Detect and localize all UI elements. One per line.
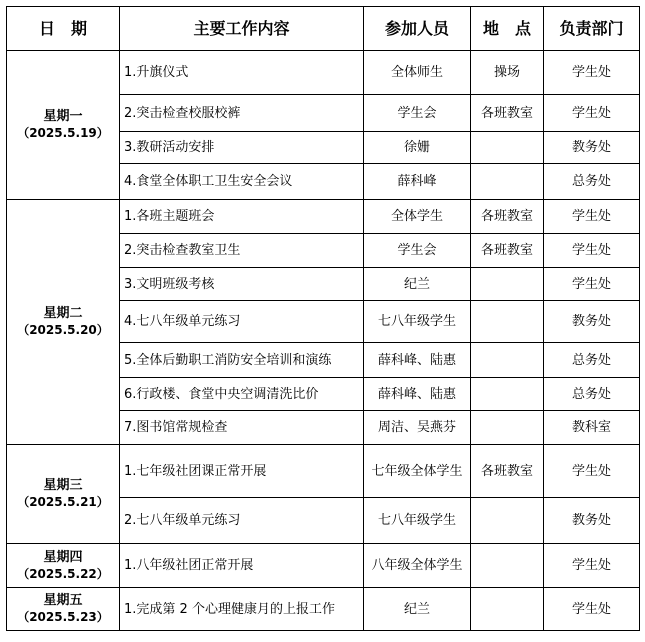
department-cell: 学生处	[544, 51, 640, 95]
location-cell	[471, 411, 544, 445]
task-cell: 1.完成第 2 个心理健康月的上报工作	[120, 588, 364, 631]
header-location: 地 点	[471, 7, 544, 51]
department-cell: 教务处	[544, 498, 640, 544]
day-date: （2025.5.22）	[17, 566, 109, 581]
participants-cell: 纪兰	[364, 588, 471, 631]
task-cell: 1.升旗仪式	[120, 51, 364, 95]
header-participants: 参加人员	[364, 7, 471, 51]
department-cell: 学生处	[544, 234, 640, 268]
department-cell: 总务处	[544, 343, 640, 378]
location-cell: 各班教室	[471, 234, 544, 268]
department-cell: 教务处	[544, 132, 640, 164]
participants-cell: 周洁、吴燕芬	[364, 411, 471, 445]
participants-cell: 全体师生	[364, 51, 471, 95]
task-cell: 6.行政楼、食堂中央空调清洗比价	[120, 378, 364, 411]
task-cell: 3.文明班级考核	[120, 268, 364, 301]
department-cell: 教科室	[544, 411, 640, 445]
day-name: 星期四	[43, 549, 83, 565]
day-date: （2025.5.19）	[17, 126, 109, 140]
department-cell: 学生处	[544, 95, 640, 132]
participants-cell: 徐姗	[364, 132, 471, 164]
table-row	[7, 588, 640, 631]
location-cell	[471, 544, 544, 588]
header-date: 日 期	[7, 7, 120, 51]
day-cell	[7, 588, 120, 631]
department-cell: 学生处	[544, 544, 640, 588]
day-name: 星期二	[43, 306, 83, 321]
location-cell: 各班教室	[471, 95, 544, 132]
day-name: 星期五	[43, 593, 83, 608]
location-cell: 各班教室	[471, 200, 544, 234]
participants-cell: 薛科峰、陆惠	[364, 378, 471, 411]
task-cell: 1.八年级社团正常开展	[120, 544, 364, 588]
department-cell: 学生处	[544, 588, 640, 631]
task-cell: 2.突击检查校服校裤	[120, 95, 364, 132]
department-cell: 总务处	[544, 378, 640, 411]
location-cell	[471, 588, 544, 631]
day-cell	[7, 544, 120, 588]
location-cell	[471, 301, 544, 343]
header-row	[7, 7, 640, 51]
task-cell: 1.七年级社团课正常开展	[120, 445, 364, 498]
location-cell: 操场	[471, 51, 544, 95]
participants-cell: 八年级全体学生	[364, 544, 471, 588]
participants-cell: 七年级全体学生	[364, 445, 471, 498]
table-row	[7, 445, 640, 498]
day-date: （2025.5.21）	[17, 495, 109, 509]
participants-cell: 薛科峰、陆惠	[364, 343, 471, 378]
participants-cell: 七八年级学生	[364, 498, 471, 544]
participants-cell: 薛科峰	[364, 164, 471, 200]
task-cell: 5.全体后勤职工消防安全培训和演练	[120, 343, 364, 378]
department-cell: 学生处	[544, 445, 640, 498]
location-cell	[471, 378, 544, 411]
weekly-schedule-table	[6, 6, 640, 631]
department-cell: 学生处	[544, 200, 640, 234]
participants-cell: 全体学生	[364, 200, 471, 234]
participants-cell: 学生会	[364, 234, 471, 268]
task-cell: 7.图书馆常规检查	[120, 411, 364, 445]
day-date: （2025.5.20）	[17, 323, 109, 337]
table-row	[7, 51, 640, 95]
task-cell: 4.食堂全体职工卫生安全会议	[120, 164, 364, 200]
participants-cell: 学生会	[364, 95, 471, 132]
task-cell: 4.七八年级单元练习	[120, 301, 364, 343]
day-cell	[7, 445, 120, 544]
department-cell: 总务处	[544, 164, 640, 200]
day-cell	[7, 51, 120, 200]
day-date: （2025.5.23）	[17, 610, 109, 624]
day-name: 星期三	[43, 478, 83, 493]
task-cell: 1.各班主题班会	[120, 200, 364, 234]
participants-cell: 七八年级学生	[364, 301, 471, 343]
day-name: 星期一	[43, 109, 83, 124]
location-cell	[471, 268, 544, 301]
header-department: 负责部门	[544, 7, 640, 51]
location-cell	[471, 498, 544, 544]
day-cell	[7, 200, 120, 445]
location-cell	[471, 343, 544, 378]
location-cell	[471, 132, 544, 164]
table-row	[7, 544, 640, 588]
department-cell: 教务处	[544, 301, 640, 343]
department-cell: 学生处	[544, 268, 640, 301]
table-row	[7, 200, 640, 234]
participants-cell: 纪兰	[364, 268, 471, 301]
task-cell: 2.突击检查教室卫生	[120, 234, 364, 268]
location-cell	[471, 164, 544, 200]
location-cell: 各班教室	[471, 445, 544, 498]
task-cell: 2.七八年级单元练习	[120, 498, 364, 544]
header-content: 主要工作内容	[120, 7, 364, 51]
task-cell: 3.教研活动安排	[120, 132, 364, 164]
